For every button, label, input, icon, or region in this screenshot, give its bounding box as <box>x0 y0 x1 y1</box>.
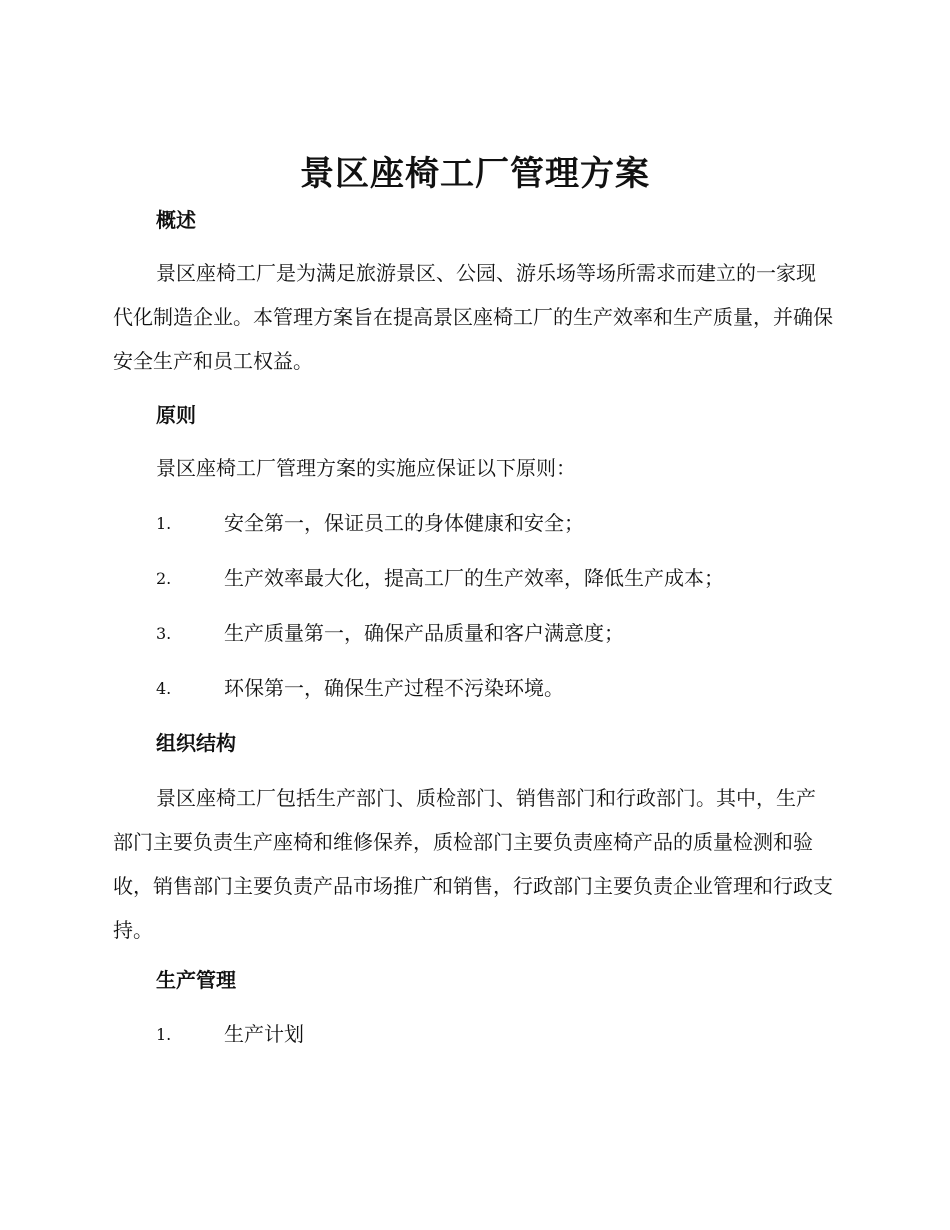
list-number: 2. <box>156 569 172 588</box>
principles-intro: 景区座椅工厂管理方案的实施应保证以下原则： <box>156 456 576 480</box>
list-text: 生产计划 <box>224 1022 304 1046</box>
organization-paragraph: 景区座椅工厂包括生产部门、质检部门、销售部门和行政部门。其中，生产部门主要负责生产座椅和维修保养，质检部门主要负责座椅产品的质量检测和验收，销售部门主要负责产品市场推广和销售，行政部门主要负责企业管理和行政支持。 <box>113 786 833 942</box>
list-text: 生产质量第一，确保产品质量和客户满意度； <box>224 621 624 645</box>
list-number: 3. <box>156 624 172 643</box>
list-text: 环保第一，确保生产过程不污染环境。 <box>224 676 564 700</box>
overview-paragraph: 景区座椅工厂是为满足旅游景区、公园、游乐场等场所需求而建立的一家现代化制造企业。本管理方案旨在提高景区座椅工厂的生产效率和生产质量，并确保安全生产和员工权益。 <box>113 261 833 373</box>
list-number: 4. <box>156 679 172 698</box>
section-heading-principles: 原则 <box>156 403 196 427</box>
section-heading-production: 生产管理 <box>156 968 236 992</box>
section-heading-overview: 概述 <box>156 208 196 232</box>
list-number: 1. <box>156 514 172 533</box>
list-text: 生产效率最大化，提高工厂的生产效率，降低生产成本； <box>224 566 724 590</box>
section-heading-organization: 组织结构 <box>156 731 236 755</box>
list-number: 1. <box>156 1025 172 1044</box>
document-title: 景区座椅工厂管理方案 <box>300 154 650 194</box>
list-text: 安全第一，保证员工的身体健康和安全； <box>224 511 584 535</box>
